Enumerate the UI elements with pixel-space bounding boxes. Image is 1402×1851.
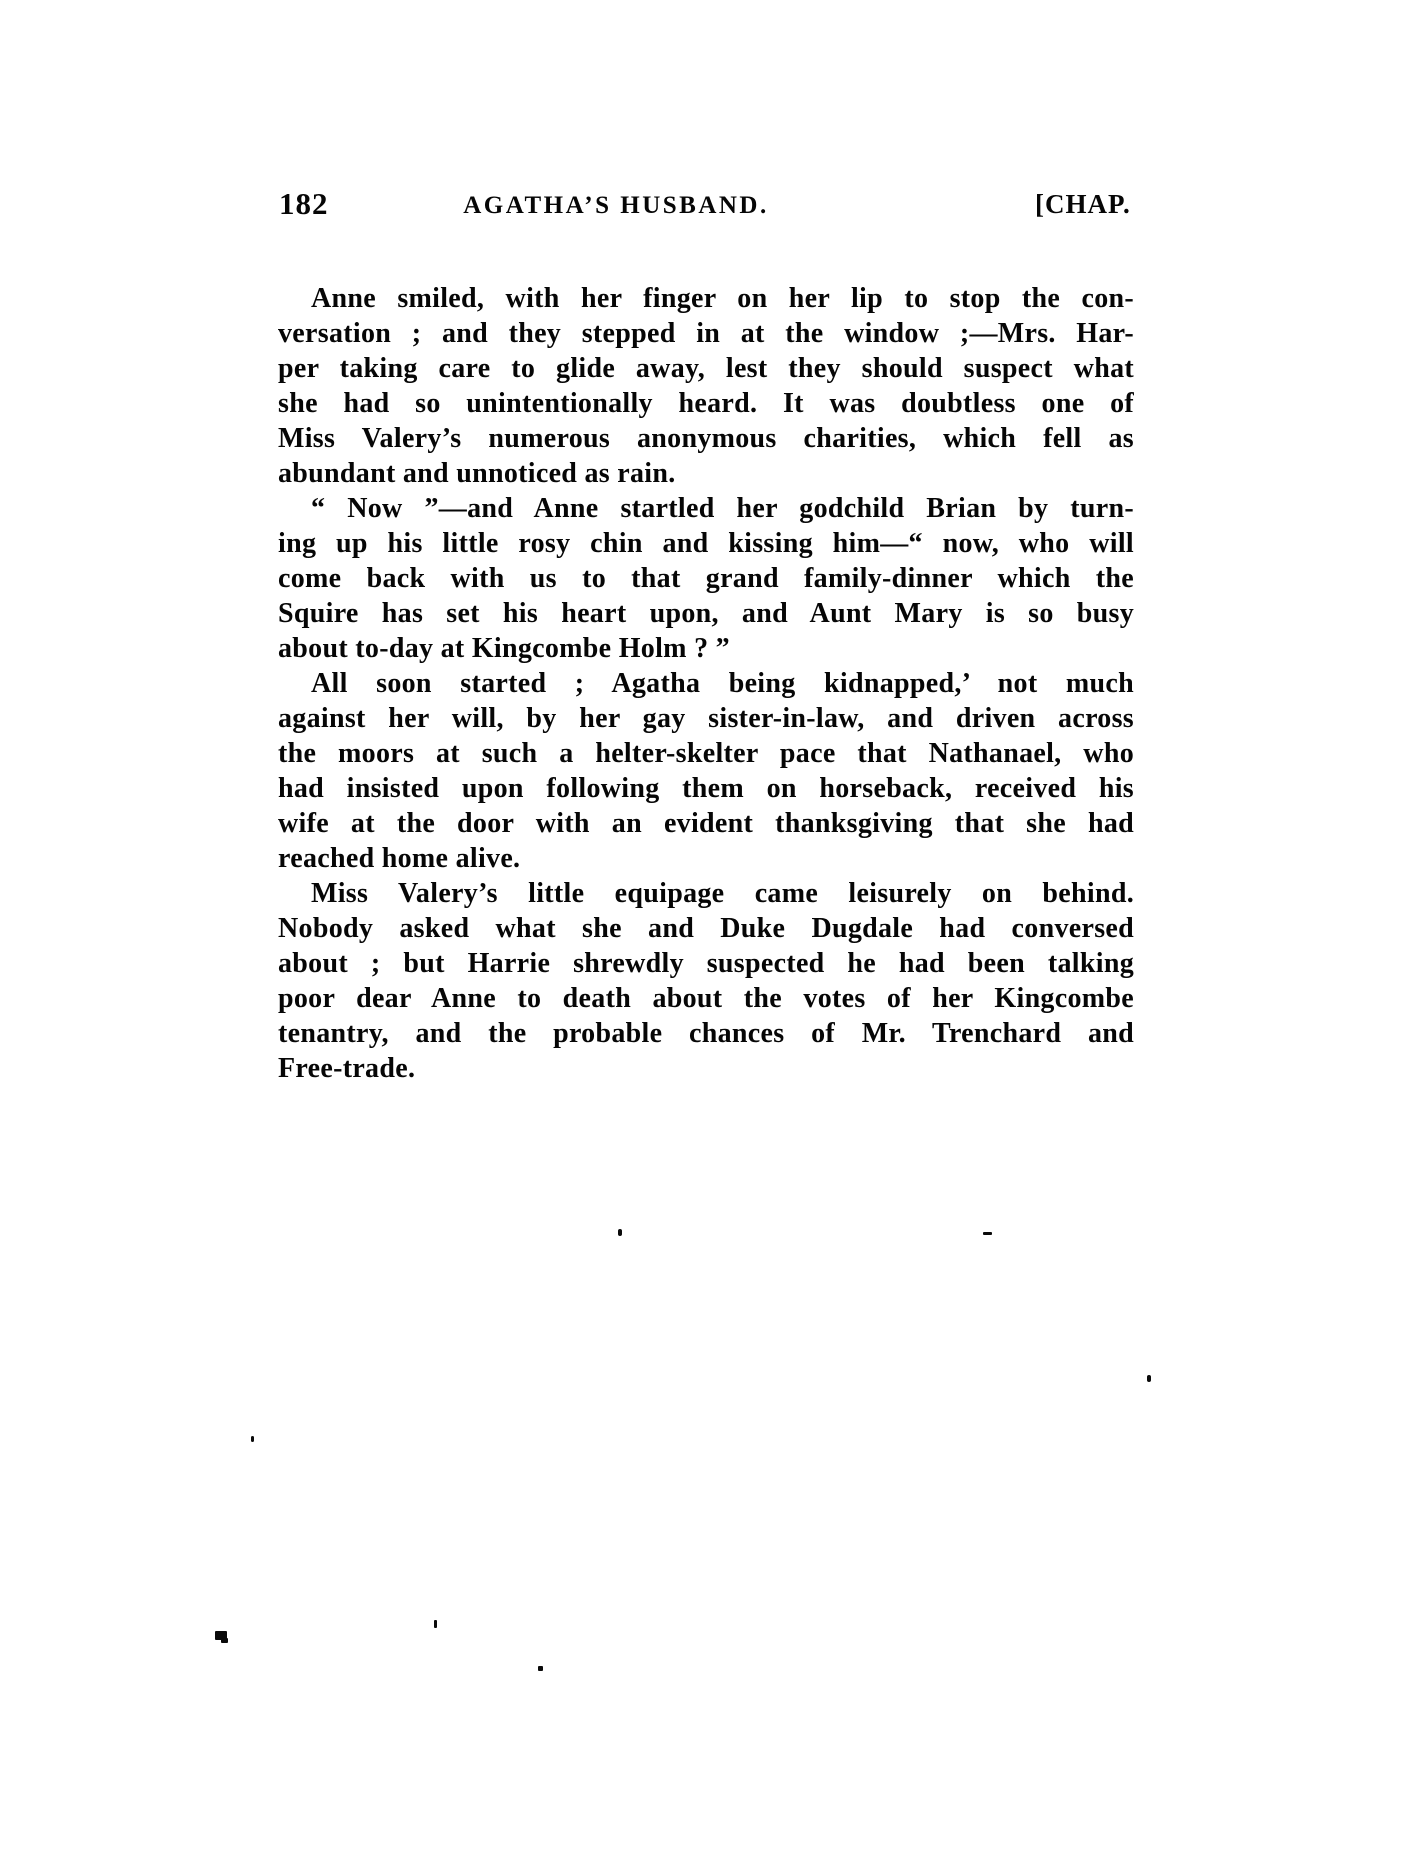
paragraph [278,281,1134,491]
chapter-label: [CHAP. [1035,189,1131,219]
text-line: versation ; and they stepped in at the window ;—Mrs. Har- [278,318,1134,349]
text-line: Nobody asked what she and Duke Dugdale had conversed [278,913,1134,944]
text-line: come back with us to that grand family-dinner which the [278,563,1134,594]
text-line: per taking care to glide away, lest they should suspect what [278,353,1134,384]
text-line: “ Now ”—and Anne startled her godchild Brian by turn- [311,493,1134,524]
text-line: Squire has set his heart upon, and Aunt Mary is so busy [278,598,1134,629]
ink-speck [434,1620,437,1628]
text-line: poor dear Anne to death about the votes of her Kingcombe [278,983,1134,1014]
text-line: Miss Valery’s little equipage came leisurely on behind. [311,878,1134,909]
text-line: against her will, by her gay sister-in-law, and driven across [278,703,1134,734]
text-line: ing up his little rosy chin and kissing him—“ now, who will [278,528,1134,559]
ink-speck [221,1638,228,1643]
text-line: had insisted upon following them on horseback, received his [278,773,1134,804]
ink-speck [618,1229,622,1236]
ink-speck [1147,1375,1151,1382]
running-title: AGATHA’S HUSBAND. [463,192,769,219]
text-line: reached home alive. [278,843,521,874]
text-line: Free-trade. [278,1053,416,1084]
ink-speck [983,1232,992,1235]
text-line: tenantry, and the probable chances of Mr. Trenchard and [278,1018,1134,1049]
paragraph [278,491,1134,666]
text-line: Miss Valery’s numerous anonymous charities, which fell as [278,423,1134,454]
page-number: 182 [279,186,329,221]
text-line: abundant and unnoticed as rain. [278,458,676,489]
paragraph [278,876,1134,1086]
text-line: wife at the door with an evident thanksgiving that she had [278,808,1134,839]
text-line: about ; but Harrie shrewdly suspected he had been talking [278,948,1134,979]
page-text [278,281,1134,1086]
text-line: All soon started ; Agatha being kidnapped,’ not much [311,668,1134,699]
paragraph [278,666,1134,876]
ink-speck [251,1436,254,1442]
text-line: about to-day at Kingcombe Holm ? ” [278,633,730,664]
ink-speck [538,1666,543,1671]
text-line: Anne smiled, with her finger on her lip to stop the con- [311,283,1134,314]
text-line: she had so unintentionally heard. It was doubtless one of [278,388,1134,419]
text-line: the moors at such a helter-skelter pace that Nathanael, who [278,738,1134,769]
